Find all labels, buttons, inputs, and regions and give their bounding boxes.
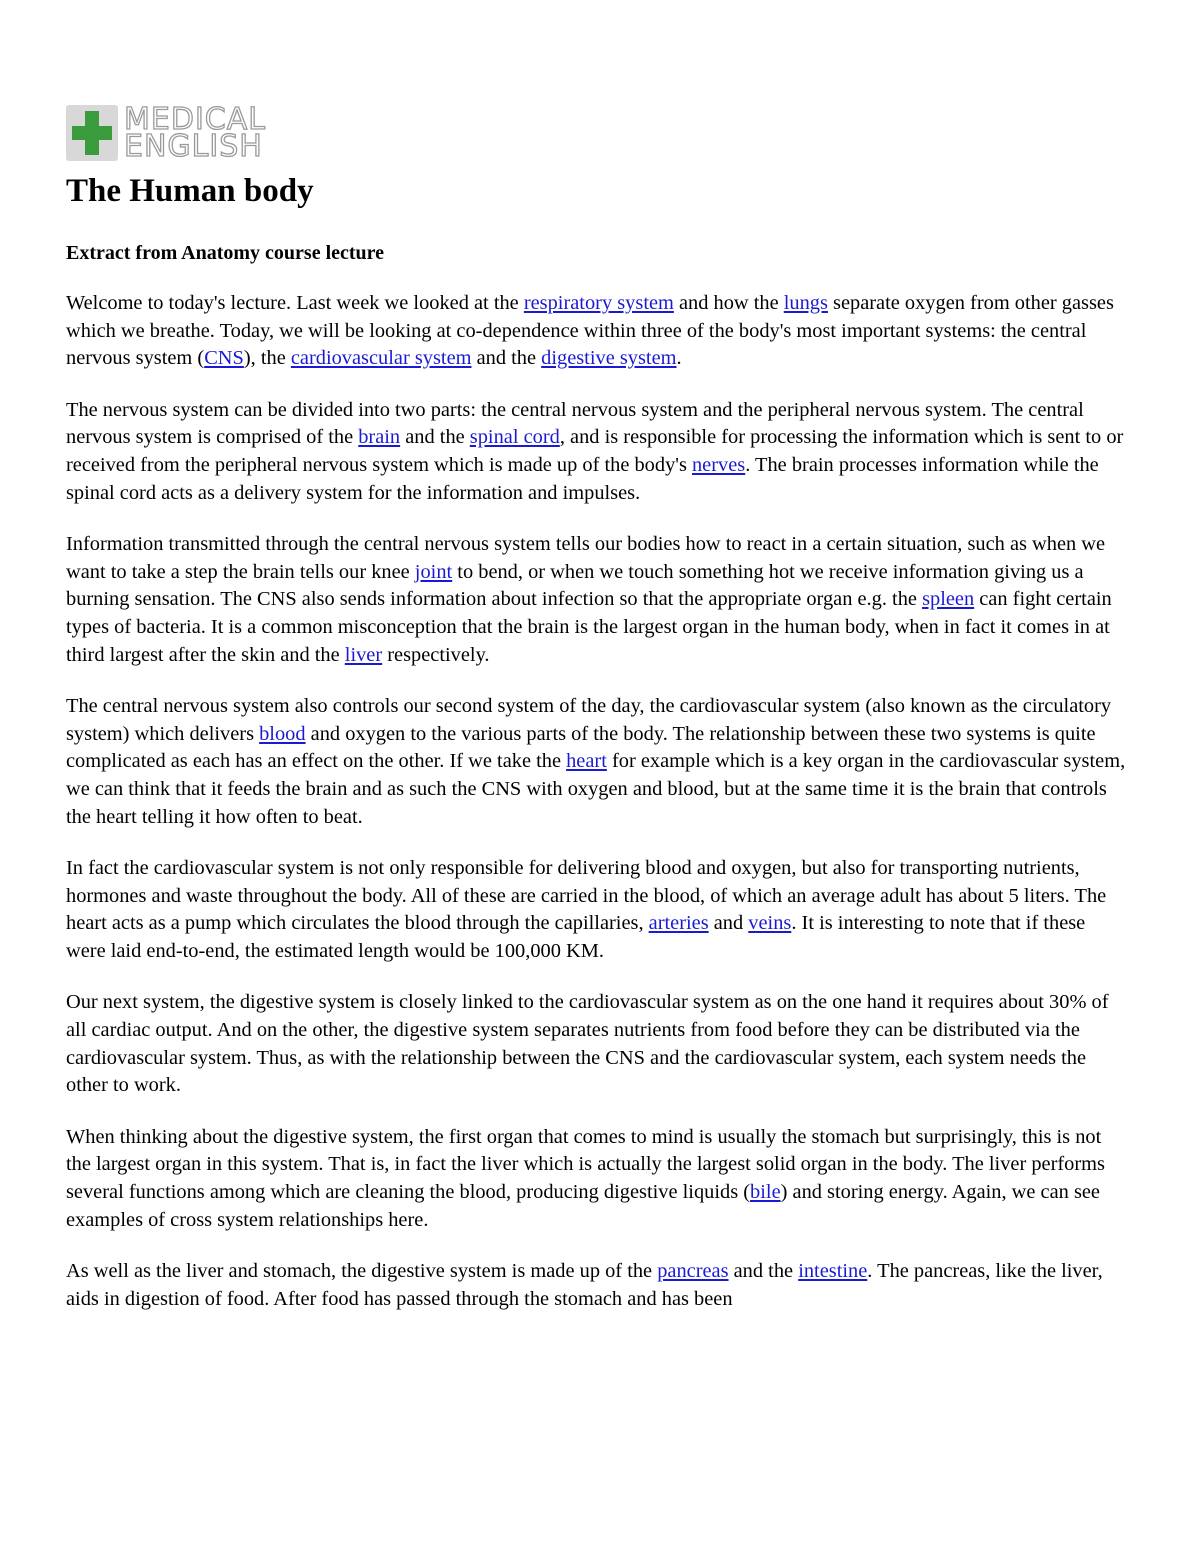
paragraph-text: and the (471, 347, 542, 370)
paragraph-text: ), the (243, 347, 291, 370)
link-veins[interactable]: veins (748, 912, 792, 935)
logo-line-2: ENGLISH (124, 129, 263, 164)
link-nerves[interactable]: nerves (691, 453, 746, 476)
medical-english-logo (66, 100, 1126, 166)
paragraph-text: and the (400, 426, 470, 449)
paragraph-text: . The pancreas, like the liver, aids in digestion of food. After food has passed through the stomach and has been (66, 1260, 1103, 1310)
paragraph (66, 1124, 1126, 1234)
paragraph-text: The nervous system can be divided into two parts: the central nervous system and the peripheral nervous system. The central nervous system is comprised of the (66, 398, 1084, 449)
paragraph-text: and the (728, 1260, 799, 1283)
paragraph-text: separate oxygen from other gasses which we breathe. Today, we will be looking at co-dependence within three of the body's most important systems: the central nervous system ( (66, 292, 1114, 370)
paragraph-text: Information transmitted through the central nervous system tells our bodies how to react in a certain situation, such as when we want to take a step the brain tells our knee (66, 533, 1106, 583)
link-spleen[interactable]: spleen (922, 588, 975, 611)
link-cardiovascular-system[interactable]: cardiovascular system (290, 347, 472, 370)
paragraph-text: . (676, 347, 682, 370)
paragraph (66, 397, 1126, 507)
paragraph (66, 989, 1126, 1099)
medical-cross-icon (66, 105, 118, 161)
paragraph-text: ) and storing energy. Again, we can see examples of cross system relationships here. (66, 1181, 1100, 1231)
paragraph (66, 531, 1126, 669)
link-bile[interactable]: bile (750, 1181, 781, 1204)
link-lungs[interactable]: lungs (783, 292, 828, 314)
link-respiratory-system[interactable]: respiratory system (523, 292, 674, 314)
link-intestine[interactable]: intestine (798, 1260, 868, 1283)
paragraph-text: for example which is a key organ in the cardiovascular system, we can think that it feeds the brain and as such the CNS with oxygen and blood, but at the same time it is the brain that controls the heart telling it how often to beat. (66, 750, 1126, 828)
lecture-body (66, 290, 1126, 1313)
paragraph-text: can fight certain types of bacteria. It is a common misconception that the brain is the largest organ in the human body, when in fact it comes in at third largest after the skin and the (66, 588, 1112, 666)
paragraph-text: When thinking about the digestive system, the first organ that comes to mind is usually the stomach but surprisingly, this is not the largest organ in this system. That is, in fact the liver which is actually the largest solid organ in the body. The liver performs several functions among which are cleaning the blood, producing digestive liquids ( (66, 1125, 1105, 1204)
paragraph (66, 855, 1126, 965)
link-cns[interactable]: CNS (204, 347, 244, 370)
paragraph (66, 693, 1126, 831)
link-brain[interactable]: brain (358, 426, 401, 449)
paragraph-text: to bend, or when we touch something hot we receive information giving us a burning sensation. The CNS also sends information about infection so that the appropriate organ e.g. the (66, 560, 1084, 611)
link-blood[interactable]: blood (259, 722, 306, 745)
document-page (66, 100, 1126, 1313)
paragraph-text: and oxygen to the various parts of the body. The relationship between these two systems is quite complicated as each has an effect on the other. If we take the (66, 722, 1096, 773)
link-spinal-cord[interactable]: spinal cord (469, 426, 560, 449)
link-digestive-system[interactable]: digestive system (541, 347, 677, 370)
paragraph-text: In fact the cardiovascular system is not only responsible for delivering blood and oxygen, but also for transporting nutrients, hormones and waste throughout the body. All of these are carried in the blood, of which an average adult has about 5 liters. The heart acts as a pump which circulates the blood through the capillaries, (66, 857, 1107, 935)
paragraph-text: The central nervous system also controls our second system of the day, the cardiovascular system (also known as the circulatory system) which delivers (66, 695, 1112, 745)
paragraph-text: . It is interesting to note that if these were laid end-to-end, the estimated length would be 100,000 KM. (66, 912, 1086, 962)
paragraph (66, 1258, 1126, 1313)
paragraph-text: Welcome to today's lecture. Last week we looked at the (66, 292, 524, 314)
link-joint[interactable]: joint (414, 560, 453, 583)
logo-wordmark (124, 102, 266, 164)
page-title: The Human body (66, 173, 314, 209)
paragraph-text: and how the (673, 292, 784, 314)
paragraph-text: Our next system, the digestive system is closely linked to the cardiovascular system as on the one hand it requires about 30% of all cardiac output. And on the other, the digestive system separates nutrients from food before they can be distributed via the cardiovascular system. Thus, as with the relationship between the CNS and the cardiovascular system, each system needs the other to work. (66, 991, 1109, 1097)
paragraph-text: As well as the liver and stomach, the digestive system is made up of the (66, 1260, 658, 1283)
paragraph (66, 290, 1126, 373)
link-liver[interactable]: liver (344, 643, 383, 666)
paragraph-text: . The brain processes information while the spinal cord acts as a delivery system for the information and impulses. (66, 453, 1099, 504)
paragraph-text: , and is responsible for processing the information which is sent to or received from the peripheral nervous system which is made up of the body's (66, 426, 1124, 476)
link-heart[interactable]: heart (566, 750, 607, 773)
page-subtitle: Extract from Anatomy course lecture (66, 242, 385, 264)
logo-line-1: MEDICAL (124, 102, 266, 137)
link-pancreas[interactable]: pancreas (657, 1260, 729, 1283)
paragraph-text: respectively. (382, 643, 490, 666)
paragraph-text: and (708, 912, 749, 935)
link-arteries[interactable]: arteries (648, 912, 709, 935)
